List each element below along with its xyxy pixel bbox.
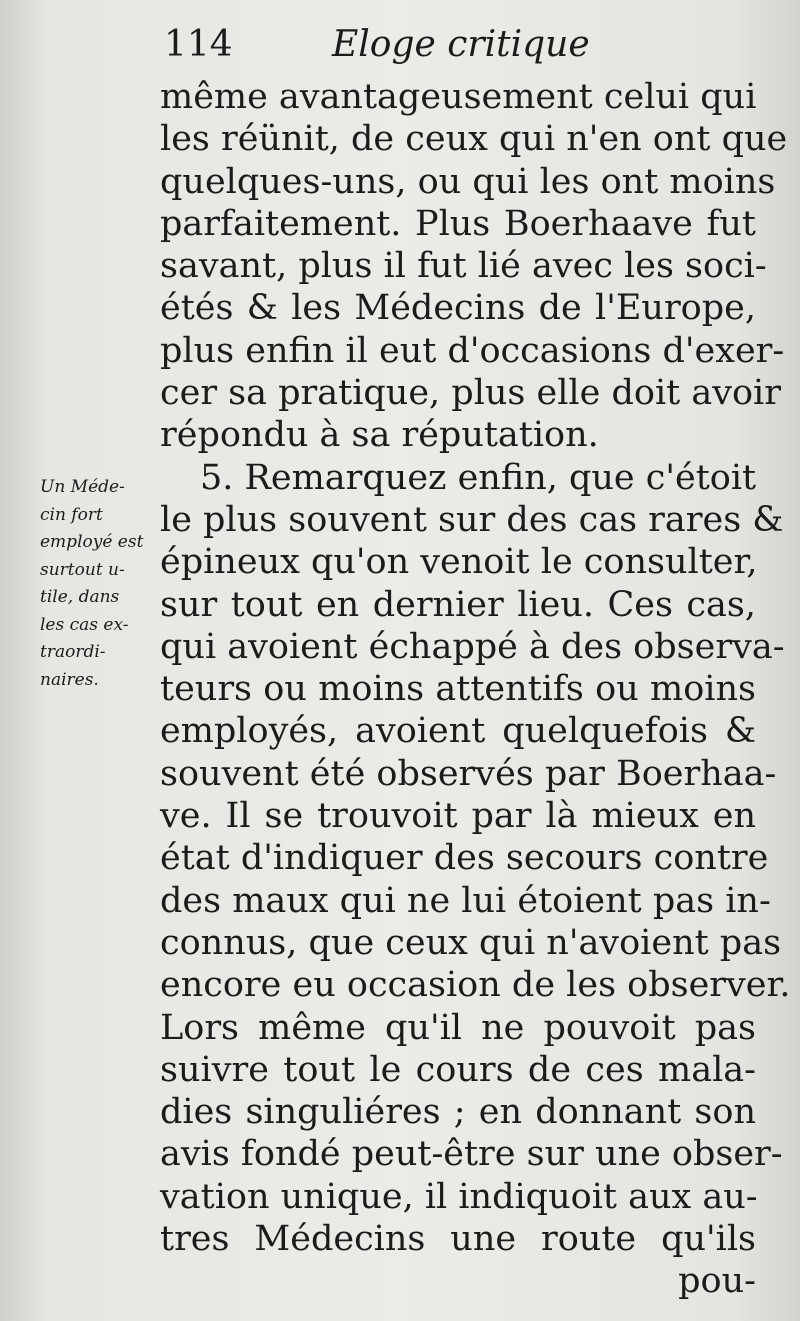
- text-line: même avantageusement celui qui: [160, 77, 757, 117]
- text-line: employés, avoient quelquefois &: [160, 711, 756, 752]
- text-line: répondu à sa réputation.: [160, 415, 599, 456]
- text-line: teurs ou moins attentifs ou moins: [160, 669, 756, 710]
- margin-note: [40, 474, 158, 694]
- text-line: état d'indiquer des secours contre: [160, 838, 769, 879]
- text-line: suivre tout le cours de ces mala-: [160, 1049, 756, 1090]
- text-line: Lors même qu'il ne pouvoit pas: [160, 1007, 756, 1048]
- text-line: des maux qui ne lui étoient pas in-: [160, 880, 771, 921]
- text-line: le plus souvent sur des cas rares &: [160, 499, 784, 540]
- page-number: 114: [164, 24, 233, 65]
- margin-note-line: les cas ex-: [40, 614, 129, 635]
- catchword: pou-: [678, 1261, 756, 1302]
- text-line: avis fondé peut-être sur une obser-: [160, 1134, 783, 1175]
- body-text: [160, 76, 791, 1303]
- text-line: cer sa pratique, plus elle doit avoir: [160, 373, 781, 414]
- paragraph-start-line: 5. Remarquez enfin, que c'étoit: [200, 457, 757, 498]
- text-line: étés & les Médecins de l'Europe,: [160, 288, 756, 329]
- text-line: tres Médecins une route qu'ils: [160, 1219, 756, 1260]
- margin-note-line: employé est: [40, 532, 144, 552]
- text-line: parfaitement. Plus Boerhaave fut: [160, 203, 756, 244]
- running-title: Eloge critique: [332, 24, 590, 65]
- text-line: plus enfin il eut d'occasions d'exer-: [160, 330, 785, 371]
- text-line: dies singuliéres ; en donnant son: [160, 1092, 756, 1133]
- text-line: savant, plus il fut lié avec les soci-: [160, 246, 767, 287]
- text-line: encore eu occasion de les observer.: [160, 965, 791, 1006]
- text-line: souvent été observés par Boerhaa-: [160, 753, 777, 794]
- margin-note-line: naires.: [40, 669, 99, 690]
- margin-note-line: tile, dans: [40, 587, 120, 607]
- margin-note-line: cin fort: [40, 504, 103, 525]
- text-line: ve. Il se trouvoit par là mieux en: [160, 796, 756, 837]
- page-header: [160, 18, 760, 76]
- text-line: épineux qu'on venoit le consulter,: [160, 542, 758, 583]
- text-line: qui avoient échappé à des observa-: [160, 626, 785, 667]
- text-line: sur tout en dernier lieu. Ces cas,: [160, 584, 756, 625]
- text-line: connus, que ceux qui n'avoient pas: [160, 922, 782, 963]
- margin-note-line: traordi-: [40, 642, 106, 662]
- margin-note-line: Un Méde-: [40, 477, 125, 497]
- text-line: vation unique, il indiquoit aux au-: [160, 1176, 758, 1217]
- margin-note-line: surtout u-: [40, 559, 125, 580]
- text-line: les réünit, de ceux qui n'en ont que: [160, 119, 788, 160]
- text-line: quelques-uns, ou qui les ont moins: [160, 161, 776, 202]
